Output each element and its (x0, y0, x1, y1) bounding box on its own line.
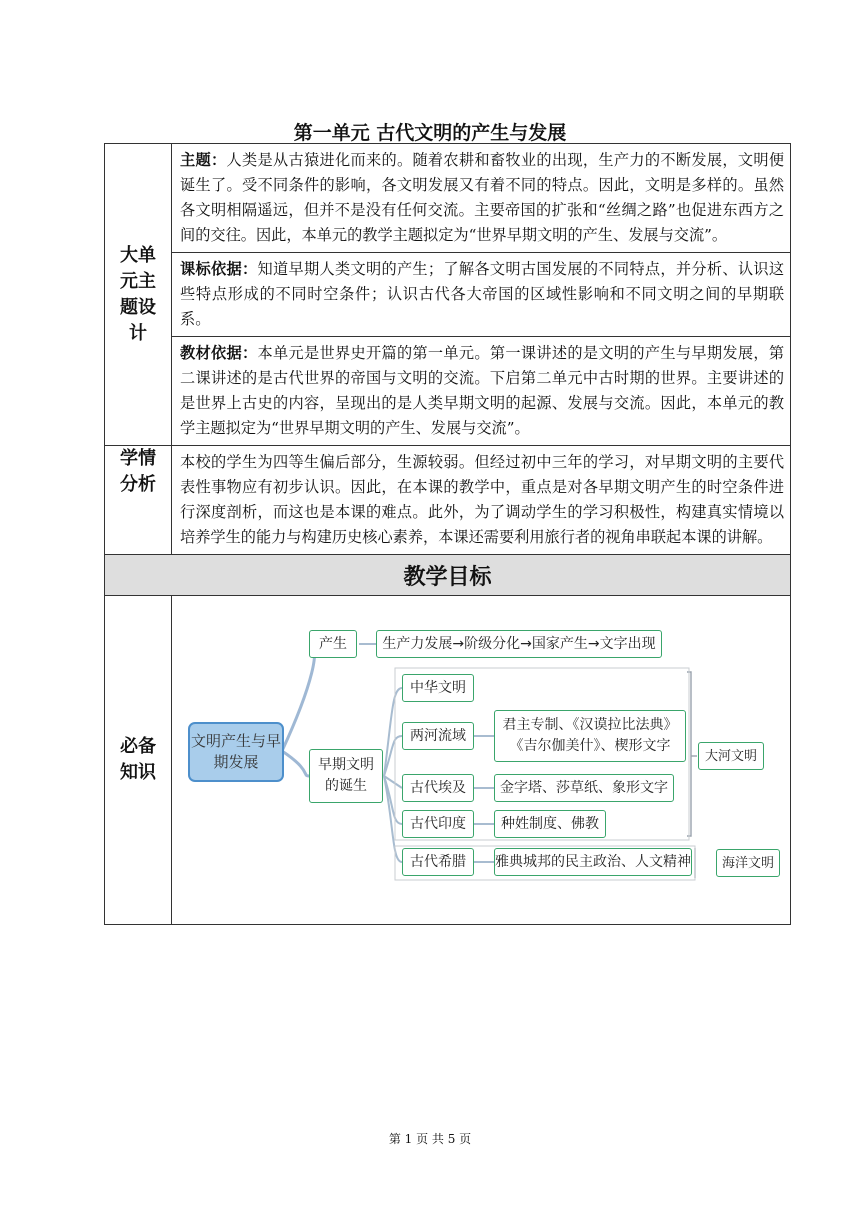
row-label-design (105, 144, 172, 446)
standard-heading: 课标依据： (180, 260, 258, 278)
theme-cell (172, 144, 791, 253)
mindmap-cell (172, 596, 791, 925)
page-footer: 第 1 页 共 5 页 (388, 1132, 472, 1146)
mesopotamia-detail-text: 君主专制、《汉谟拉比法典》《吉尔伽美什》、楔形文字 (502, 717, 678, 754)
textbook-cell (172, 337, 791, 446)
row-label-analysis (105, 446, 172, 555)
civ-greece: 古代希腊 (402, 848, 474, 876)
egypt-detail: 金字塔、莎草纸、象形文字 (494, 774, 674, 802)
theme-text: 人类是从古猿进化而来的。随着农耕和畜牧业的出现，生产力的不断发展，文明便诞生了。受不同条件的影响，各文明发展又有着不同的特点。因此，文明是多样的。虽然各文明相隔遥远，但并不是没有任何交流。主要帝国的扩张和“丝绸之路”也促进东西方之间的交往。因此，本单元的教学主题拟定为“世界早期文明的产生、发展与交流”。 (180, 151, 785, 244)
india-detail: 种姓制度、佛教 (494, 810, 606, 838)
knowledge-label: 必备知识 (120, 736, 156, 783)
lesson-plan-table (104, 143, 791, 925)
civ-chinese: 中华文明 (402, 674, 474, 702)
birth-node (309, 749, 383, 803)
page-title: 第一单元 古代文明的产生与发展 (293, 122, 567, 144)
design-label: 大单元主题设计 (120, 244, 156, 344)
civ-mesopotamia: 两河流域 (402, 722, 474, 750)
analysis-label: 学情分析 (120, 448, 156, 495)
analysis-cell: 本校的学生为四等生偏后部分，生源较弱。但经过初中三年的学习，对早期文明的主要代表性事物应有初步认识。因此，在本课的教学中，重点是对各早期文明产生的时空条件进行深度剖析，而这也是本课的难点。此外，为了调动学生的学习积极性，构建真实情境以培养学生的能力与构建历史核心素养，本课还需要利用旅行者的视角串联起本课的讲解。 (172, 446, 791, 555)
mesopotamia-detail (494, 710, 686, 762)
river-civ-tag: 大河文明 (698, 742, 764, 770)
standard-text: 知道早期人类文明的产生；了解各文明古国发展的不同特点，并分析、认识这些特点形成的不同时空条件；认识古代各大帝国的区域性影响和不同文明之间的早期联系。 (180, 260, 785, 328)
origin-detail-node: 生产力发展→阶级分化→国家产生→文字出现 (376, 630, 662, 658)
objectives-header: 教学目标 (105, 555, 791, 596)
textbook-heading: 教材依据： (180, 344, 258, 362)
civ-egypt: 古代埃及 (402, 774, 474, 802)
mindmap-root: 文明产生与早期发展 (188, 722, 284, 782)
standard-cell (172, 253, 791, 337)
row-label-knowledge (105, 596, 172, 925)
birth-label: 早期文明的诞生 (318, 757, 374, 794)
civ-india: 古代印度 (402, 810, 474, 838)
greece-detail: 雅典城邦的民主政治、人文精神 (494, 848, 692, 876)
origin-node: 产生 (309, 630, 357, 658)
theme-heading: 主题： (180, 151, 227, 169)
textbook-text: 本单元是世界史开篇的第一单元。第一课讲述的是文明的产生与早期发展，第二课讲述的是古代世界的帝国与文明的交流。下启第二单元中古时期的世界。主要讲述的是世界上古史的内容，呈现出的是人类早期文明的起源、发展与交流。因此，本单元的教学主题拟定为“世界早期文明的产生、发展与交流”。 (180, 344, 785, 437)
mindmap (172, 596, 792, 924)
ocean-civ-tag: 海洋文明 (716, 849, 780, 877)
